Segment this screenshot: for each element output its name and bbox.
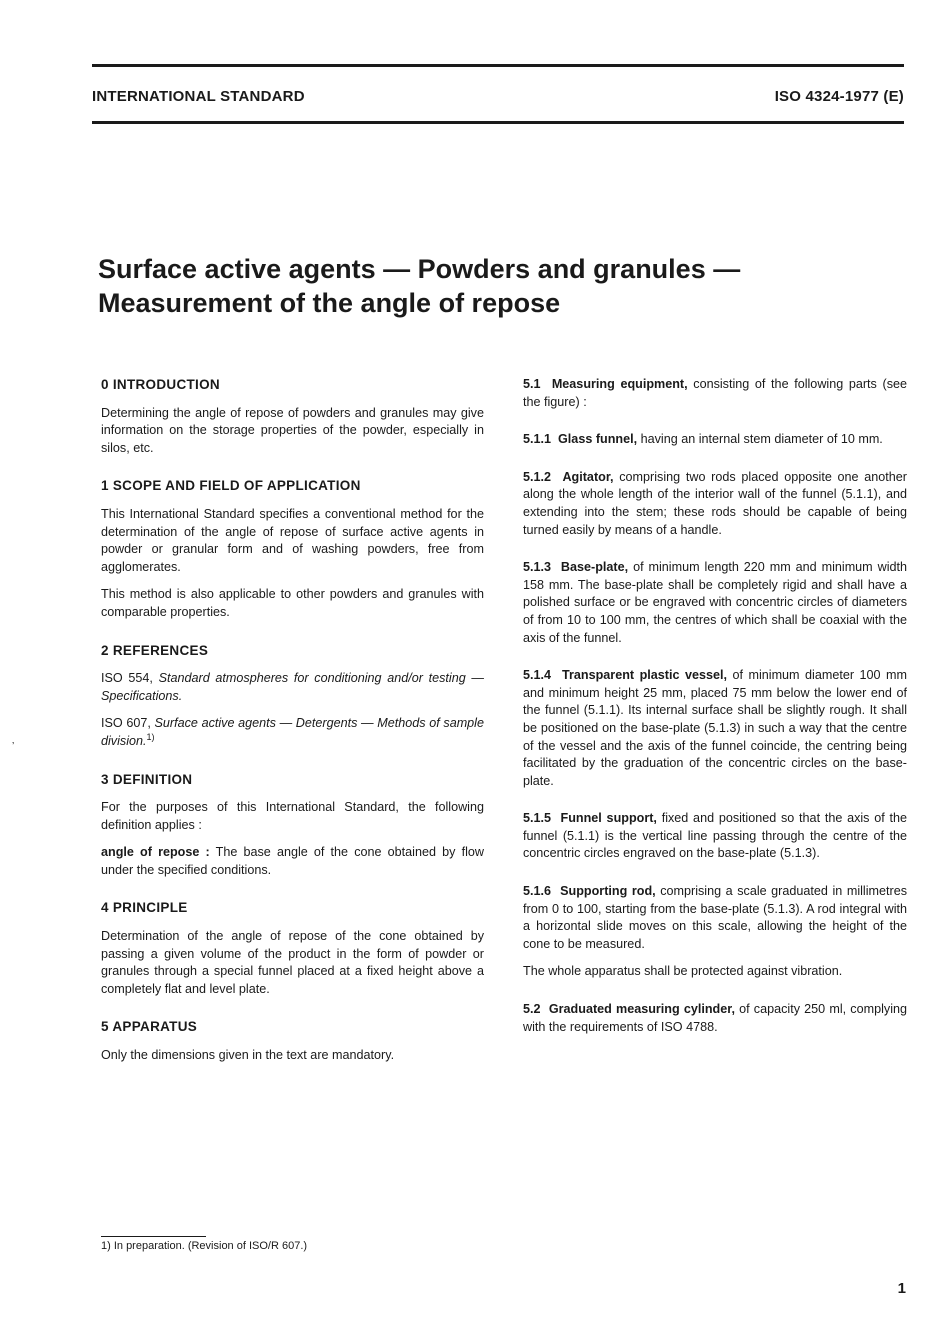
clause-label: Funnel support, [560,811,657,826]
clause-label: Supporting rod, [560,884,656,899]
clause-text: of minimum diameter 100 mm and minimum height 25 mm, placed 75 mm below the lower end of the funnel (5.1.1). Its internal surface shall be slightly rough. It shall be positioned on the base-plate (5.1.3) in such a way that the centre of the vessel and the axis of the funnel coincide, the centring being facilitated by the graduation of the concentric circles on the base-plate. [523,668,908,788]
clause-number: 5.1.1 [523,432,552,447]
paragraph: This method is also applicable to other powders and granules with comparable properties. [101,587,484,619]
right-column [523,376,907,1046]
clause-label: Base-plate, [560,560,629,575]
section-definition [101,771,484,880]
clause-text: of capacity 250 ml, complying with the requirements of ISO 4788. [523,1002,908,1034]
paragraph: Determining the angle of repose of powders and granules may give information on the storage properties of the powder, especially in silos, etc. [101,405,484,455]
header-document-number: ISO 4324-1977 (E) [774,88,904,105]
section-scope [101,477,484,621]
footnote-marker: 1) [146,731,155,742]
margin-mark: ’ [12,741,15,752]
header-bottom-rule [92,121,904,124]
definition-term: angle of repose : [101,845,210,860]
clause-5-1-5 [523,810,907,863]
section-heading: 5 APPARATUS [101,1019,198,1035]
clause-label: Agitator, [562,469,614,484]
clause-5-1-6 [523,883,907,953]
section-heading: 1 SCOPE AND FIELD OF APPLICATION [101,478,361,494]
clause-text: comprising a scale graduated in millimetres from 0 to 100, starting from the base-plate (5.1.3). A rod integral with a horizontal slide moves on this scale, allowing the height of the cone to be measured. [523,884,907,951]
clause-label: Measuring equipment, [551,377,688,391]
footnote: 1) In preparation. (Revision of ISO/R 607.) [101,1240,308,1252]
section-heading: 3 DEFINITION [101,771,193,787]
clause-number: 5.2 [523,1002,541,1017]
section-heading: 2 REFERENCES [101,642,209,658]
clause-label: Transparent plastic vessel, [562,668,727,683]
clause-text: having an internal stem diameter of 10 mm. [640,432,883,447]
clause-number: 5.1.2 [523,469,552,484]
clause-number: 5.1.6 [523,884,552,899]
reference-code: ISO 554, [101,671,153,686]
vibration-note: The whole apparatus shall be protected against vibration. [523,964,843,979]
section-heading: 0 INTRODUCTION [101,377,220,392]
header-top-rule [92,64,904,67]
reference-title: Standard atmospheres for conditioning and/or testing — Specifications. [101,671,484,703]
reference-code: ISO 607, [101,716,151,731]
clause-text: fixed and positioned so that the axis of the funnel (5.1.1) is the vertical line passing through the centre of the concentric circles engraved on the base-plate (5.1.3). [523,811,907,861]
clause-number: 5.1.3 [523,560,552,575]
paragraph: For the purposes of this International Standard, the following definition applies : [101,800,484,832]
definition-entry [101,844,484,879]
clause-5-2 [523,1001,907,1036]
paragraph: This International Standard specifies a conventional method for the determination of the angle of repose of surface active agents in powder or granular form and of washing powders, free from agglomerates. [101,506,484,574]
clause-5-1-2 [523,469,907,539]
reference-title: Surface active agents — Detergents — Methods of sample division. [101,716,484,748]
section-introduction [101,376,484,457]
section-principle [101,899,484,998]
clause-text: comprising two rods placed opposite one another along the whole length of the interior wall of the funnel (5.1.1), and extending into the stem; these rods should be capable of being turned easily by means of a handle. [523,469,907,537]
clause-text: of minimum length 220 mm and minimum width 158 mm. The base-plate shall be completely rigid and shall have a polished surface or be engraved with concentric circles of diameters of from 10 to 100 mm, the centres of which shall be coaxial with the axis of the funnel. [523,560,908,645]
clause-5-1 [523,376,907,411]
footnote-rule [101,1236,206,1237]
paragraph: Determination of the angle of repose of the cone obtained by passing a given volume of the product in the form of powder or granules through a special funnel placed at a fixed height above a completely flat and level plate. [101,929,484,996]
left-column [101,376,484,1075]
clause-5-1-4 [523,667,907,790]
section-heading: 4 PRINCIPLE [101,900,188,916]
definition-text: The base angle of the cone obtained by flow under the specified conditions. [101,845,484,877]
clause-label: Glass funnel, [558,432,638,447]
section-apparatus [101,1018,484,1064]
clause-5-1-1 [523,431,907,449]
header-standard-type: INTERNATIONAL STANDARD [92,88,305,105]
section-references [101,642,484,751]
page-number: 1 [897,1280,906,1297]
clause-text: consisting of the following parts (see the figure) : [523,377,908,409]
clause-label: Graduated measuring cylinder, [548,1002,735,1017]
clause-number: 5.1.4 [523,668,552,683]
reference-item [101,670,484,705]
clause-number: 5.1 [523,377,541,391]
clause-5-1-3 [523,559,907,647]
clause-number: 5.1.5 [523,811,552,826]
document-title: Surface active agents — Powders and granules — Measurement of the angle of repose [98,254,741,318]
paragraph: Only the dimensions given in the text are mandatory. [101,1048,395,1063]
reference-item [101,715,484,750]
